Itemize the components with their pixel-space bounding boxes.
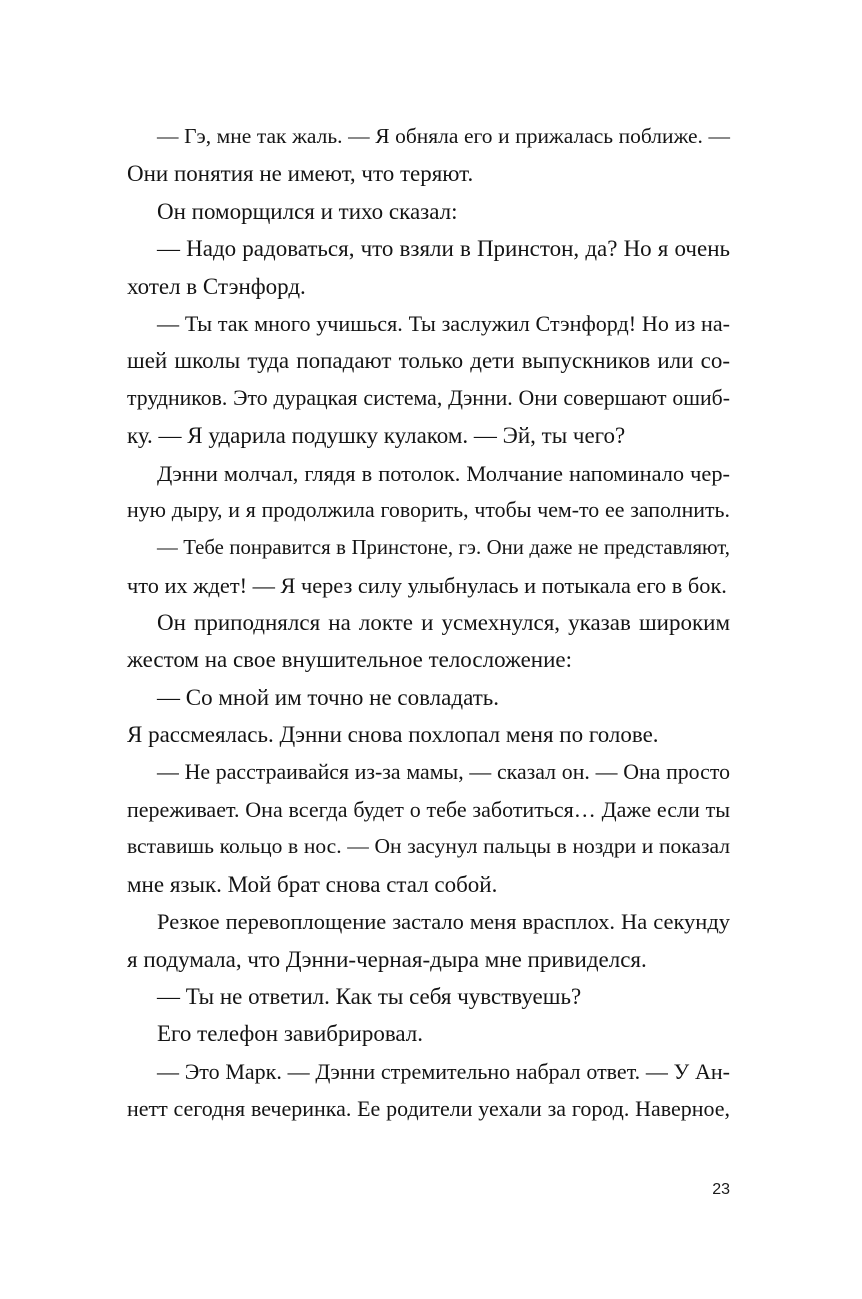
text-line: Дэнни молчал, глядя в потолок. Молчание напоминало чер- bbox=[157, 460, 730, 486]
text-line: переживает. Она всегда будет о тебе заботиться… Даже если ты bbox=[127, 797, 730, 823]
text-line: — Гэ, мне так жаль. — Я обняла его и прижалась поближе. — bbox=[157, 124, 730, 148]
text-line: хотел в Стэнфорд. bbox=[127, 273, 306, 299]
text-line: трудников. Это дурацкая система, Дэнни. Они совершают ошиб- bbox=[127, 385, 730, 410]
text-line: — Это Марк. — Дэнни стремительно набрал ответ. — У Ан- bbox=[157, 1058, 730, 1084]
text-line: ную дыру, и я продолжила говорить, чтобы чем-то ее заполнить. bbox=[127, 497, 730, 522]
text-line: — Надо радоваться, что взяли в Принстон, да? Но я очень bbox=[157, 236, 730, 262]
text-line: — Не расстраивайся из-за мамы, — сказал он. — Она просто bbox=[157, 759, 730, 784]
text-line: нетт сегодня вечеринка. Ее родители уехали за город. Наверное, bbox=[127, 1096, 730, 1122]
text-line: Я рассмеялась. Дэнни снова похлопал меня по голове. bbox=[127, 722, 659, 748]
text-line: — Тебе понравится в Принстоне, гэ. Они даже не представляют, bbox=[157, 536, 730, 560]
text-line: — Со мной им точно не совладать. bbox=[157, 684, 499, 710]
text-line: я подумала, что Дэнни-черная-дыра мне привиделся. bbox=[127, 946, 647, 972]
text-line: мне язык. Мой брат снова стал собой. bbox=[127, 871, 498, 897]
text-line: жестом на свое внушительное телосложение: bbox=[127, 647, 573, 673]
text-line: ку. — Я ударила подушку кулаком. — Эй, ты чего? bbox=[127, 423, 626, 449]
text-line: — Ты не ответил. Как ты себя чувствуешь? bbox=[157, 983, 582, 1009]
text-line: что их ждет! — Я через силу улыбнулась и потыкала его в бок. bbox=[127, 572, 727, 598]
text-line: — Ты так много учишься. Ты заслужил Стэнфорд! Но из на- bbox=[157, 310, 730, 336]
text-line: Он поморщился и тихо сказал: bbox=[157, 198, 458, 224]
text-line: Он приподнялся на локте и усмехнулся, указав широким bbox=[157, 610, 730, 636]
text-line: Резкое перевоплощение застало меня врасплох. На секунду bbox=[157, 909, 730, 935]
text-line: Его телефон завибрировал. bbox=[157, 1021, 424, 1047]
text-line: шей школы туда попадают только дети выпускников или со- bbox=[127, 348, 730, 374]
text-line: Они понятия не имеют, что теряют. bbox=[127, 161, 474, 187]
book-text bbox=[127, 118, 730, 1128]
text-line: вставишь кольцо в нос. — Он засунул пальцы в ноздри и показал bbox=[127, 834, 730, 859]
page-number: 23 bbox=[712, 1181, 730, 1198]
